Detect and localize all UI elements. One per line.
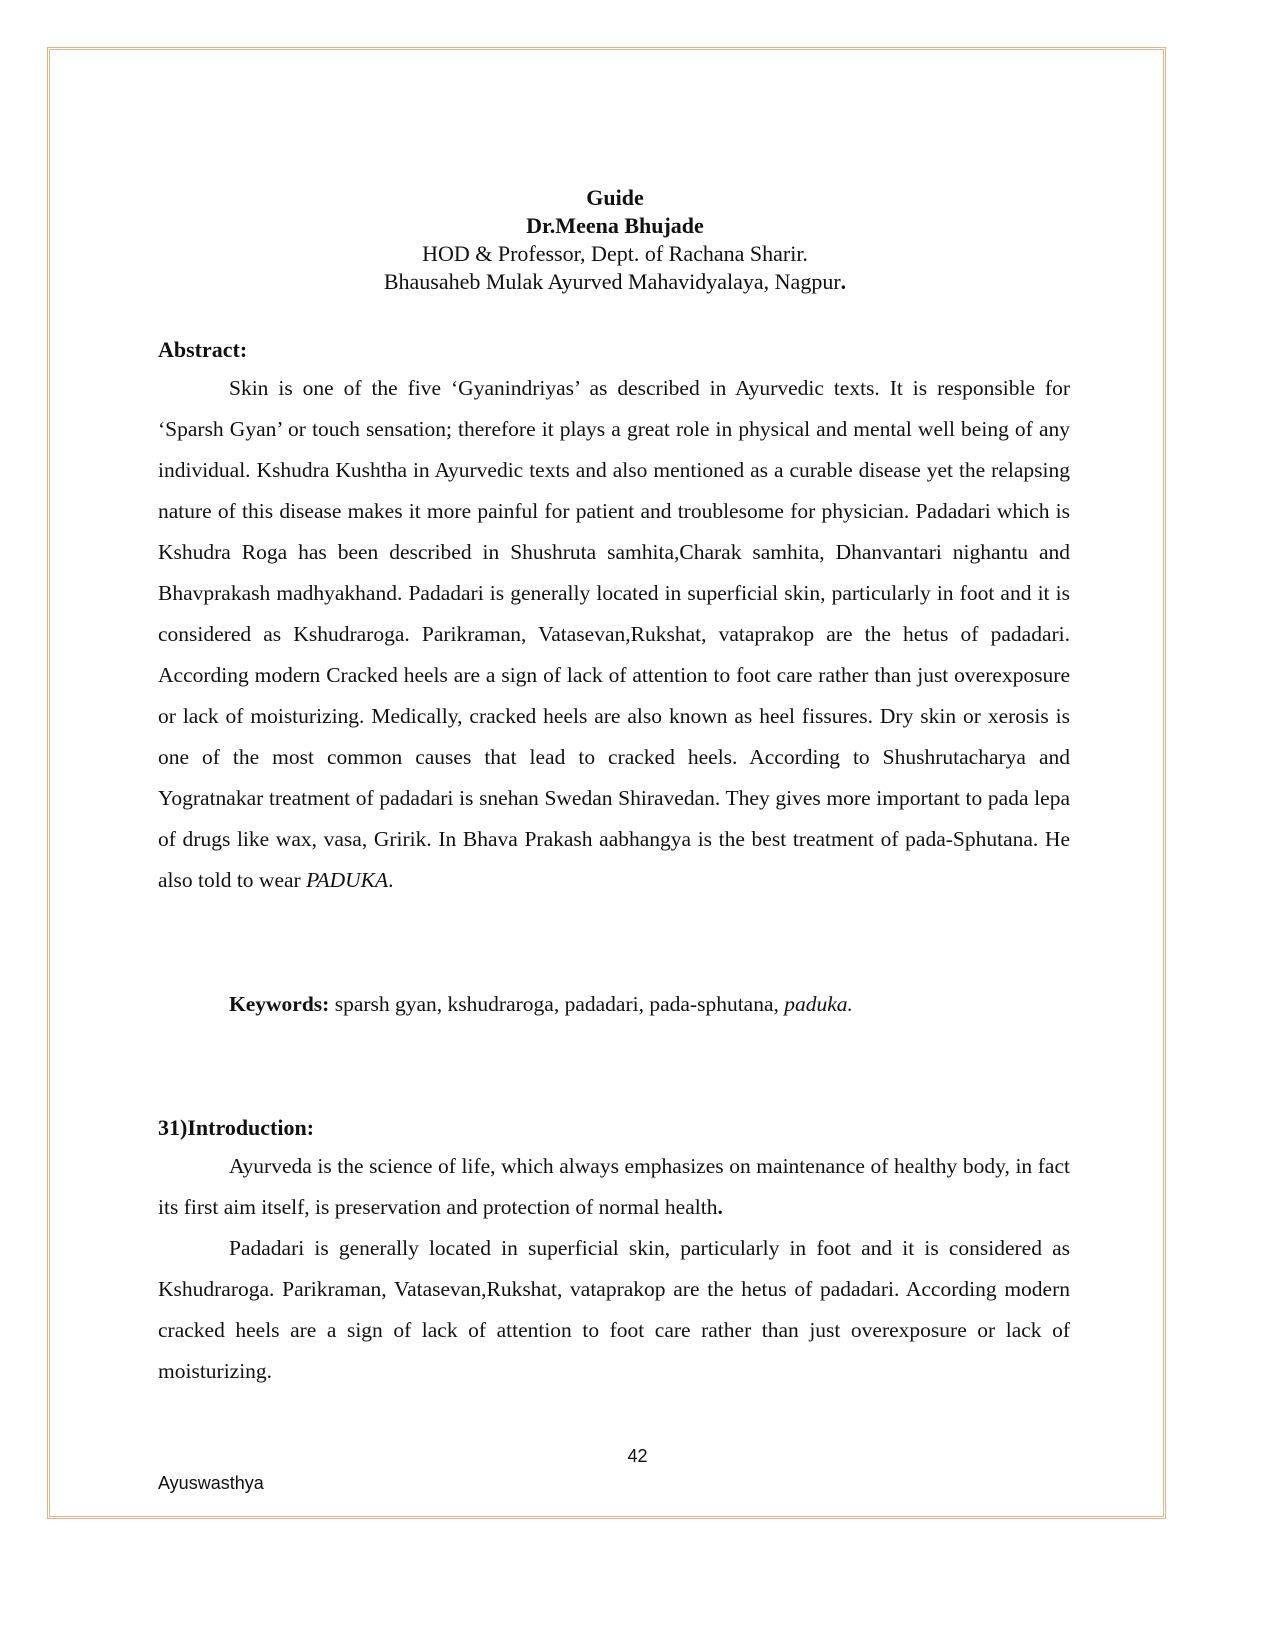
introduction-para1-text: Ayurveda is the science of life, which always emphasizes on maintenance of healthy body, in fact its first aim itself, is preservation and protection of normal health xyxy=(158,1154,1070,1219)
page-number: 42 xyxy=(627,1446,648,1466)
guide-name: Dr.Meena Bhujade xyxy=(526,213,704,238)
introduction-para1-end: . xyxy=(717,1195,723,1219)
abstract-section xyxy=(158,336,1070,901)
guide-institution-end: . xyxy=(840,269,847,294)
introduction-section xyxy=(158,1114,1070,1392)
guide-institution-line xyxy=(160,268,1070,296)
guide-block xyxy=(160,184,1070,296)
introduction-paragraph-1 xyxy=(158,1146,1070,1228)
keywords-label: Keywords: xyxy=(229,992,330,1016)
abstract-text: Skin is one of the five ‘Gyanindriyas’ as described in Ayurvedic texts. It is responsible for ‘Sparsh Gyan’ or touch sensation; therefore it plays a great role in physical and mental well being of any individual. Kshudra Kushtha in Ayurvedic texts and also mentioned as a curable disease yet the relapsing nature of this disease makes it more painful for patient and troublesome for physician. Padadari which is Kshudra Roga has been described in Shushruta samhita,Charak samhita, Dhanvantari nighantu and Bhavprakash madhyakhand. Padadari is generally located in superficial skin, particularly in foot and it is considered as Kshudraroga. Parikraman, Vatasevan,Rukshat, vataprakop are the hetus of padadari. According modern Cracked heels are a sign of lack of attention to foot care rather than just overexposure or lack of moisturizing. Medically, cracked heels are also known as heel fissures. Dry skin or xerosis is one of the most common causes that lead to cracked heels. According to Shushrutacharya and Yogratnakar treatment of padadari is snehan Swedan Shiravedan. They gives more important to pada lepa of drugs like wax, vasa, Gririk. In Bhava Prakash aabhangya is the best treatment of pada-Sphutana. He also told to wear xyxy=(158,376,1070,892)
introduction-paragraph-2: Padadari is generally located in superficial skin, particularly in foot and it is considered as Kshudraroga. Parikraman, Vatasevan,Rukshat, vataprakop are the hetus of padadari. According modern cracked heels are a sign of lack of attention to foot care rather than just overexposure or lack of moisturizing. xyxy=(158,1236,1070,1383)
introduction-heading: 31)Introduction: xyxy=(158,1115,315,1140)
abstract-heading: Abstract: xyxy=(158,337,248,362)
abstract-paragraph xyxy=(158,368,1070,901)
keywords-text: sparsh gyan, kshudraroga, padadari, pada-sphutana, xyxy=(329,992,785,1016)
guide-label: Guide xyxy=(586,185,644,210)
abstract-text-end: . xyxy=(388,868,394,892)
guide-designation: HOD & Professor, Dept. of Rachana Sharir. xyxy=(422,241,808,266)
keywords-line xyxy=(229,989,853,1019)
abstract-text-italic: PADUKA xyxy=(306,868,389,892)
guide-institution: Bhausaheb Mulak Ayurved Mahavidyalaya, Nagpur xyxy=(383,269,841,294)
keywords-italic: paduka. xyxy=(784,992,853,1016)
footer-journal-name: Ayuswasthya xyxy=(158,1473,264,1493)
